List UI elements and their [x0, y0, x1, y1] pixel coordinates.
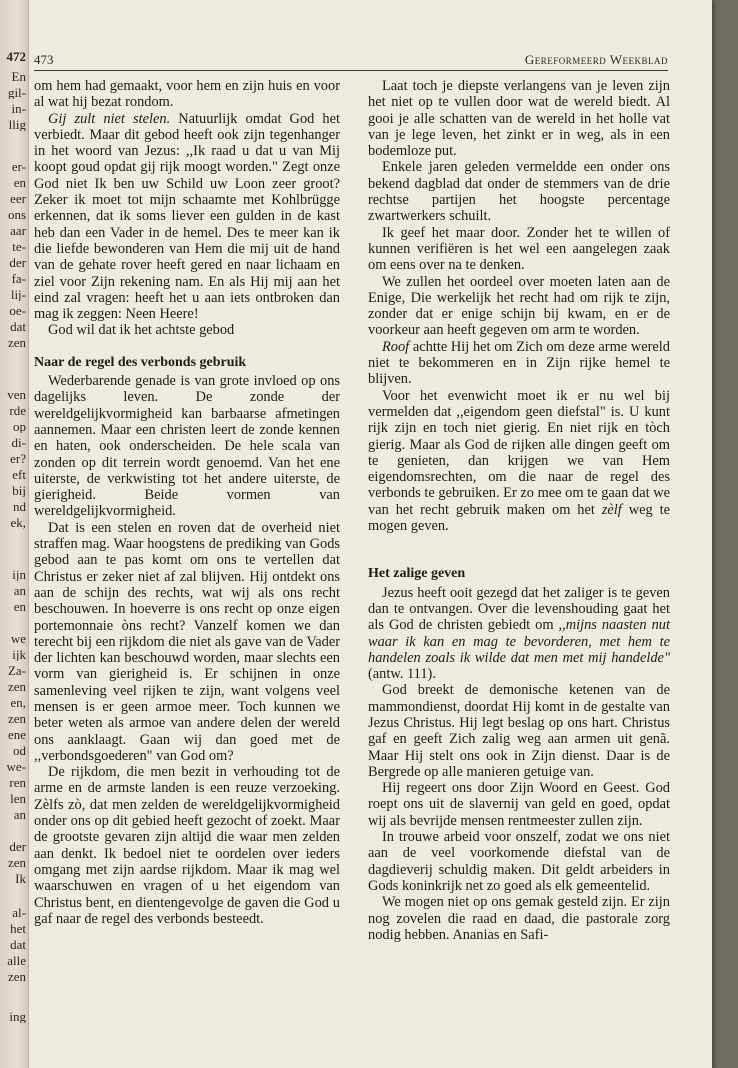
paragraph [368, 339, 670, 388]
paragraph-text: Jezus heeft ooit gezegd dat het zaliger is te geven dan te ontvangen. Over die levenshouding gaat het als God de christen gebiedt om [368, 584, 670, 634]
previous-page-text-fragment: an [13, 808, 26, 821]
previous-page-text-fragment: fa- [11, 272, 26, 285]
previous-page-text-fragment: En [11, 70, 26, 83]
previous-page-text-fragment: oe- [9, 304, 26, 317]
paragraph [368, 388, 670, 535]
paragraph-text: Natuurlijk omdat God het verbiedt. Maar dit gebod heeft ook zijn tegenhanger in het woord van Jezus: ,,Ik raad u dat u van Mij koopt goud opdat gij rijk moogt worden." Zegt onze God niet Ik ben uw Schild uw Loon zeer groot? Zeker ik moet tot mijn schaamte met Kohlbrügge erkennen, dat ik soms liever een gulden in de kast heb dan een Vader in de hemel. Des te meer kan ik die liefde bewonderen van Hem die mij uit de hand van de gehate rover heeft gered en naar lichaam en ziel voor Zijn rekening nam. En als Hij mij aan het eind zal vragen: heeft het u aan iets ontbroken dan mag ik zeggen: Neen Heere! [34, 110, 341, 323]
previous-page-text-fragment: op [13, 420, 26, 433]
previous-page-edge [0, 0, 29, 1068]
previous-page-text-fragment: rde [9, 404, 26, 417]
previous-page-text-fragment: ijn [12, 568, 26, 581]
left-column [34, 78, 340, 927]
previous-page-text-fragment: di- [11, 436, 26, 449]
previous-page-text-fragment: ing [9, 1010, 26, 1023]
paragraph: Hij regeert ons door Zijn Woord en Geest. God roept ons uit de slavernij van geld en goed, opdat wij als bevrijde mensen rentmeester zullen zijn. [368, 780, 670, 829]
previous-page-text-fragment: len [10, 792, 26, 805]
previous-page-number: 472 [6, 50, 26, 63]
previous-page-text-fragment: gil- [7, 86, 26, 99]
page-header [34, 50, 668, 71]
previous-page-text-fragment: ren [9, 776, 26, 789]
previous-page-text-fragment: we [10, 632, 26, 645]
previous-page-text-fragment: zen [7, 856, 26, 869]
section-heading: Naar de regel des verbonds gebruik [34, 354, 247, 370]
paragraph: Dat is een stelen en roven dat de overheid niet straffen mag. Waar hoogstens de prediking van Gods gebod aan te pas komt om ons te vertellen dat Christus er zeker niet af zal blijven. Hij ontdekt ons aan de schijn des rechts, wat wij als ons recht beschouwen. In hoeverre is ons recht op onze eigen portemonnaie òns recht? Vanzelf komen we dan terecht bij een rijkdom die niet als gave van de Vader der lichten kan beschouwd worden, maar slechts een vorm van gierigheid is. Er schijnen in onze samenleving veel rijken te zijn, want volgens veel mensen is er geen armoe meer. Toch kunnen we beter weten als armoe van andere delen der wereld ons aanklaagt. Gaan wij dan goed met de ,,verbondsgoederen" van God om? [34, 519, 340, 764]
previous-page-text-fragment: alle [7, 954, 26, 967]
previous-page-text-fragment: eer [10, 192, 26, 205]
paragraph-text: (antw. 111). [368, 666, 436, 683]
previous-page-text-fragment: Za- [7, 664, 26, 677]
paragraph: Laat toch je diepste verlangens van je leven zijn het niet op te vullen door wat de wereld biedt. Al gooi je alle schatten van de wereld in het holle vat van je lege leven, het zinkt er in weg, als in een bodemloze put. [368, 78, 670, 160]
paragraph: De rijkdom, die men bezit in verhouding tot de arme en de armste landen is een reuze verzoeking. Zèlfs zò, dat men zelden de wereldgelijkvormigheid onder ons op dit gebied heeft gezocht of zoekt. Maar de grootste gevaren zijn altijd die waar men zelden aan denkt. Ik bedoel niet te oordelen over ieders omgang met zijn aardse rijkdom. Maar ik mag wel waarschuwen en vragen of u het eigendom van Christus bent, en dientengevolge de gaven die God u gaf naar de regel des verbonds besteedt. [34, 764, 340, 927]
emphasis: Roof [382, 338, 410, 355]
previous-page-text-fragment: zen [7, 712, 26, 725]
previous-page-text-fragment: al- [12, 906, 26, 919]
previous-page-text-fragment: het [10, 922, 26, 935]
previous-page-text-fragment: zen [7, 336, 26, 349]
previous-page-text-fragment: zen [7, 680, 26, 693]
previous-page-text-fragment: aar [10, 224, 26, 237]
previous-page-text-fragment: en [13, 600, 26, 613]
previous-page-text-fragment: ek, [10, 516, 26, 529]
paragraph: We mogen niet op ons gemak gesteld zijn. Er zijn nog zovelen die raad en daad, die pastorale zorg nodig hebben. Ananias en Safi- [368, 894, 670, 943]
previous-page-text-fragment: ons [7, 208, 26, 221]
emphasis: Gij zult niet stelen. [48, 110, 171, 127]
previous-page-text-fragment: dat [10, 320, 26, 333]
paragraph: Enkele jaren geleden vermeldde een onder ons bekend dagblad dat onder de stemmers van de drie rechtse partijen het hoogste percentage zwartwerkers schuilt. [368, 159, 670, 225]
previous-page-text-fragment: ene [7, 728, 26, 741]
page-number: 473 [34, 52, 54, 67]
previous-page-text-fragment: nd [13, 500, 26, 513]
journal-title: Gereformeerd Weekblad [524, 52, 668, 67]
section-heading: Het zalige geven [368, 566, 466, 582]
paragraph: We zullen het oordeel over moeten laten aan de Enige, Die werkelijk het recht had om rijk te zijn, zonder dat er enige schijn bij kwam, en er de voorkeur aan heeft gegeven om arm te worden. [368, 273, 670, 339]
previous-page-text-fragment: dat [10, 938, 26, 951]
paragraph: God breekt de demonische ketenen van de mammondienst, doordat Hij komt in de gestalte van Jezus Christus. Hij legt beslag op ons hart. Christus gaf en geeft Zich zalig weg aan armen uit genã. Maar Hij stelt ons ook in Zijn dienst. Daar is de Bergrede op alle manieren getuige van. [368, 682, 670, 780]
paragraph [34, 111, 340, 323]
previous-page-text-fragment: ven [7, 388, 26, 401]
paragraph: om hem had gemaakt, voor hem en zijn huis en voor al wat hij bezat rondom. [34, 78, 340, 111]
previous-page-text-fragment: bij [12, 484, 26, 497]
previous-page-text-fragment: eft [12, 468, 26, 481]
paragraph-text: weg te mogen geven. [368, 501, 670, 535]
previous-page-text-fragment: lij- [10, 288, 26, 301]
right-column [368, 78, 670, 943]
paragraph: Wederbarende genade is van grote invloed op ons dagelijks leven. De zonde der wereldgelijkvormigheid kan barbaarse afmetingen aannemen. Maar een christen leert de zonde kennen en haten, ook onderscheiden. De hele scala van zonden op dit terrein wordt genoemd. Van het ene uiterste, de verkwisting tot het andere uiterste, de gierigheid. Beide vormen van wereldgelijkvormigheid. [34, 373, 340, 520]
previous-page-text-fragment: te- [12, 240, 26, 253]
previous-page-text-fragment: od [13, 744, 26, 757]
paragraph: God wil dat ik het achtste gebod [48, 322, 235, 339]
emphasis: ,,mijns naasten nut waar ik kan en mag te bevorderen, met hem te handelen zoals ik wilde dat men met mij handelde" [368, 617, 670, 666]
paragraph: In trouwe arbeid voor onszelf, zodat we ons niet aan de veel voorkomende diefstal van de dagdieverij schuldig maken. Dit geldt arbeiders in Gods koninkrijk net zo goed als elk gemeentelid. [368, 829, 670, 894]
previous-page-text-fragment: we- [6, 760, 26, 773]
previous-page-text-fragment: en [13, 176, 26, 189]
previous-page-text-fragment: ijk [12, 648, 26, 661]
previous-page-text-fragment: en, [10, 696, 26, 709]
previous-page-text-fragment: er? [10, 452, 26, 465]
previous-page-text-fragment: llig [8, 118, 26, 131]
previous-page-text-fragment: an [13, 584, 26, 597]
previous-page-text-fragment: er- [11, 160, 26, 173]
paragraph-text: achtte Hij het om Zich om deze arme wereld niet te bekommeren en in Zijn rijke hemel te blijven. [368, 338, 670, 388]
paragraph: Ik geef het maar door. Zonder het te willen of kunnen verifiëren is het wel een aangelegen zaak om eens over na te denken. [368, 224, 670, 274]
previous-page-text-fragment: der [9, 256, 26, 269]
paragraph [368, 585, 670, 683]
previous-page-text-fragment: zen [7, 970, 26, 983]
previous-page-text-fragment: in- [11, 102, 26, 115]
paragraph-text: Voor het evenwicht moet ik er nu wel bij vermelden dat ,,eigendom geen diefstal" is. U kunt rijk zijn en toch niet gierig. En niet rijk en tòch gierig. Maar als God de rijken alle dingen geeft om te genieten, dan krijgen we van Hem eigendomsrechten, om die naar de regel des verbonds te gebruiken. Er zo mee om te gaan dat we van het recht gebruik maken om het [368, 387, 670, 518]
previous-page-text-fragment: der [9, 840, 26, 853]
previous-page-text-fragment: Ik [15, 872, 26, 885]
emphasis: zèlf [601, 501, 622, 518]
